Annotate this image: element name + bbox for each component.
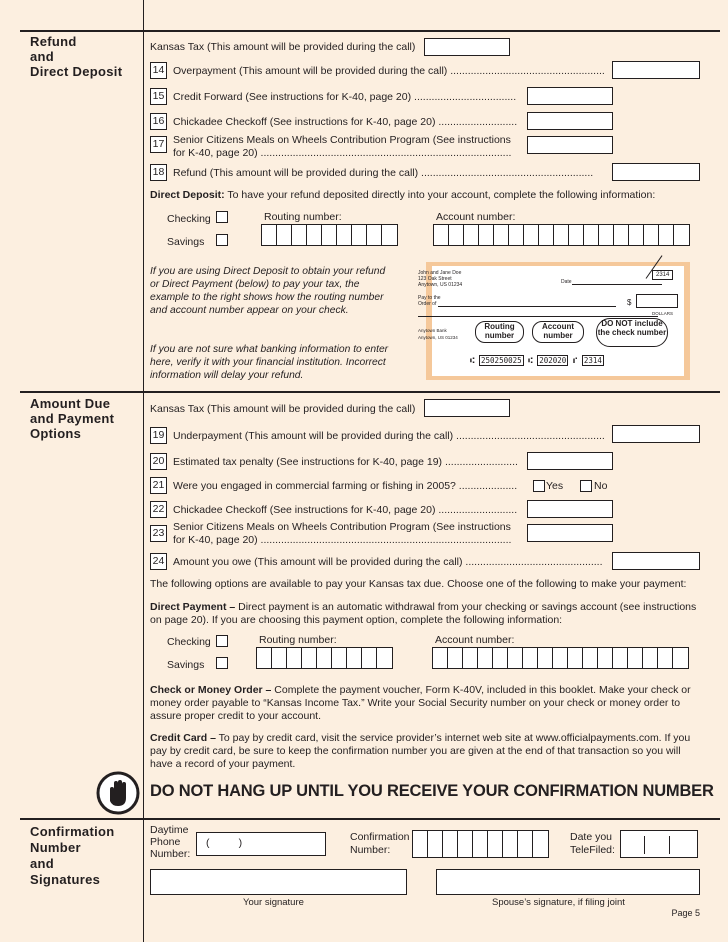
line-24-number: 24 <box>150 553 167 570</box>
confirmation-number-label: Confirmation Number: <box>350 831 410 856</box>
line-15-number: 15 <box>150 88 167 105</box>
confirmation-number-field[interactable] <box>412 830 549 858</box>
line-17-label-cont: for K-40, page 20) ...................................................................................... <box>173 147 512 159</box>
line-19-field[interactable] <box>612 425 700 443</box>
refund-italic-verify: If you are not sure what banking information to enter here, verify it with your financial institution. Incorrect information will delay your refund. <box>150 344 389 381</box>
payment-account-label: Account number: <box>435 634 515 646</box>
top-rule <box>20 30 720 32</box>
line-15-field[interactable] <box>527 87 613 105</box>
refund-savings-checkbox[interactable] <box>216 234 228 246</box>
line-22-field[interactable] <box>527 500 613 518</box>
direct-deposit-text: To have your refund deposited directly into your account, complete the following information: <box>227 189 656 201</box>
line-20-field[interactable] <box>527 452 613 470</box>
check-date-label: Date <box>561 279 572 285</box>
payment-account-number-field[interactable] <box>432 647 689 669</box>
line-23-label-cont: for K-40, page 20) ...................................................................................... <box>173 534 512 546</box>
confirmation-warning: DO NOT HANG UP UNTIL YOU RECEIVE YOUR CONFIRMATION NUMBER <box>150 782 714 800</box>
check-date-line <box>572 284 662 285</box>
daytime-phone-label: Daytime Phone Number: <box>150 824 191 860</box>
confirmation-heading: Confirmation Number and Signatures <box>30 824 115 887</box>
spouse-signature-field[interactable] <box>436 869 700 895</box>
line-17-field[interactable] <box>527 136 613 154</box>
page-number: Page 5 <box>671 908 700 918</box>
check-number-box: 2314 <box>652 270 673 280</box>
due-kansas-tax-field[interactable] <box>424 399 510 417</box>
direct-payment-paragraph: Direct Payment – Direct payment is an automatic withdrawal from your checking or savings account (see instructions on page 20). If you are choosing this payment option, complete the following information: <box>150 601 697 626</box>
payment-checking-checkbox[interactable] <box>216 635 228 647</box>
line-23-field[interactable] <box>527 524 613 542</box>
line-15-label: Credit Forward (See instructions for K-40, page 20) ................................... <box>173 91 517 103</box>
refund-italic-instructions: If you are using Direct Deposit to obtain your refund or Direct Payment (below) to pay your tax, the example to the right shows how the routing number and account number appear on your check. <box>150 266 386 316</box>
payment-checking-label: Checking <box>167 636 211 648</box>
phone-area-code-parens: ( ) <box>206 837 243 849</box>
refund-routing-number-field[interactable] <box>261 224 398 246</box>
donot-include-callout: DO NOT include the check number <box>596 318 668 347</box>
refund-account-label: Account number: <box>436 211 516 223</box>
line-19-number: 19 <box>150 427 167 444</box>
line-24-label: Amount you owe (This amount will be provided during the call) ............................................... <box>173 556 603 568</box>
check-dollars-label: DOLLARS <box>652 311 674 316</box>
farming-no-label: No <box>594 480 608 492</box>
credit-card-paragraph: Credit Card – To pay by credit card, visit the service provider’s internet web site at www.officialpayments.com. If you pay by credit card, be sure to keep the confirmation number you are given at the end of that transaction so you will have a record of your payment. <box>150 732 691 770</box>
date-divider-1 <box>644 836 645 854</box>
line-16-number: 16 <box>150 113 167 130</box>
check-payto-line <box>438 306 616 307</box>
line-23-label: Senior Citizens Meals on Wheels Contribution Program (See instructions <box>173 521 511 533</box>
direct-deposit-label: Direct Deposit: <box>150 189 225 201</box>
line-18-label: Refund (This amount will be provided during the call) ........................................................... <box>173 167 594 179</box>
check-written-line <box>418 316 658 317</box>
check-amount-box <box>636 294 678 308</box>
check-dollar-sign: $ <box>627 298 632 307</box>
check-money-order-paragraph: Check or Money Order – Complete the payment voucher, Form K-40V, included in this booklet. Make your check or money order payable to “Kansas Income Tax.” Write your Social Security number on your check or money order to assure proper credit to your account. <box>150 684 691 722</box>
due-kansas-tax-label: Kansas Tax (This amount will be provided during the call) <box>150 403 416 415</box>
payment-savings-checkbox[interactable] <box>216 657 228 669</box>
payment-savings-label: Savings <box>167 659 205 671</box>
line-20-label: Estimated tax penalty (See instructions for K-40, page 19) ......................... <box>173 456 518 468</box>
line-18-field[interactable] <box>612 163 700 181</box>
line-14-field[interactable] <box>612 61 700 79</box>
payment-routing-label: Routing number: <box>259 634 337 646</box>
date-telefiled-field[interactable] <box>620 830 698 858</box>
line-21-label: Were you engaged in commercial farming or fishing in 2005? .................... <box>173 480 518 492</box>
line-22-label: Chickadee Checkoff (See instructions for K-40, page 20) ........................... <box>173 504 518 516</box>
line-22-number: 22 <box>150 501 167 518</box>
your-signature-label: Your signature <box>243 897 304 908</box>
spouse-signature-label: Spouse’s signature, if filing joint <box>492 897 625 908</box>
line-19-label: Underpayment (This amount will be provided during the call) ................................................... <box>173 430 605 442</box>
refund-heading: Refund and Direct Deposit <box>30 34 123 79</box>
refund-kansas-tax-label: Kansas Tax (This amount will be provided during the call) <box>150 41 416 53</box>
payment-routing-number-field[interactable] <box>256 647 393 669</box>
line-21-number: 21 <box>150 477 167 494</box>
refund-checking-checkbox[interactable] <box>216 211 228 223</box>
check-account-holder: John and Jane Doe 123 Oak Street Anytown, US 01234 <box>418 270 463 288</box>
refund-account-number-field[interactable] <box>433 224 690 246</box>
line-14-label: Overpayment (This amount will be provided during the call) ..................................................... <box>173 65 605 77</box>
confirmation-rule <box>20 818 720 820</box>
refund-checking-label: Checking <box>167 213 211 225</box>
line-16-label: Chickadee Checkoff (See instructions for K-40, page 20) ........................... <box>173 116 518 128</box>
left-column-divider <box>143 0 144 942</box>
line-20-number: 20 <box>150 453 167 470</box>
line-17-number: 17 <box>150 136 167 153</box>
routing-callout: Routing number <box>475 321 524 343</box>
payment-options-intro: The following options are available to pay your Kansas tax due. Choose one of the following to make your payment: <box>150 578 687 590</box>
line-23-number: 23 <box>150 525 167 542</box>
line-24-field[interactable] <box>612 552 700 570</box>
line-18-number: 18 <box>150 164 167 181</box>
line-17-label: Senior Citizens Meals on Wheels Contribution Program (See instructions <box>173 134 511 146</box>
line-14-number: 14 <box>150 62 167 79</box>
check-bank-info: Anytown Bank Anytown, US 01234 <box>418 328 458 340</box>
farming-yes-checkbox[interactable] <box>533 480 545 492</box>
refund-savings-label: Savings <box>167 236 205 248</box>
your-signature-field[interactable] <box>150 869 407 895</box>
date-telefiled-label: Date you TeleFiled: <box>570 831 615 856</box>
date-divider-2 <box>669 836 670 854</box>
account-callout: Account number <box>532 321 584 343</box>
refund-kansas-tax-field[interactable] <box>424 38 510 56</box>
amount-due-heading: Amount Due and Payment Options <box>30 396 115 441</box>
check-micr-line: ⑆ 250250025 ⑆ 202020 ⑈ 2314 <box>470 356 602 365</box>
stop-hand-icon <box>96 771 140 815</box>
amount-due-rule <box>20 391 720 393</box>
farming-no-checkbox[interactable] <box>580 480 592 492</box>
check-payto-label: Pay to the Order of <box>418 295 441 307</box>
refund-routing-label: Routing number: <box>264 211 342 223</box>
line-16-field[interactable] <box>527 112 613 130</box>
farming-yes-label: Yes <box>546 480 564 492</box>
